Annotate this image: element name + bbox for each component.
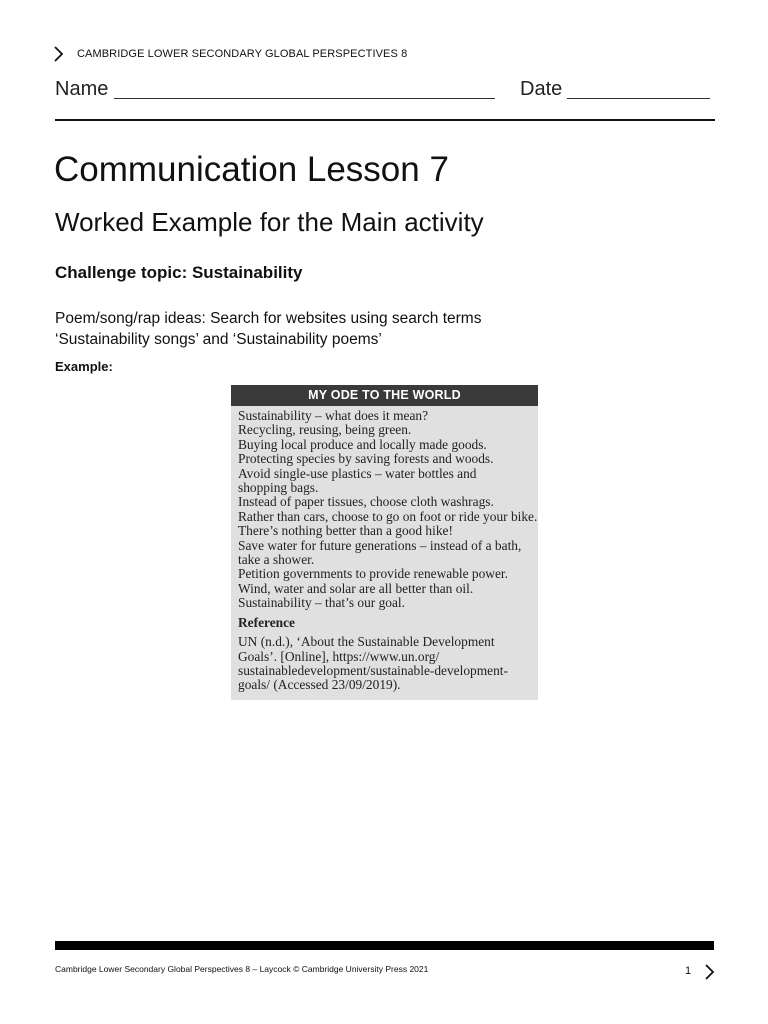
poem-line: Recycling, reusing, being green.: [238, 422, 412, 438]
poem-line: Wind, water and solar are all better than oil.: [238, 580, 474, 596]
name-field-line[interactable]: [114, 98, 495, 99]
reference-body: [238, 635, 532, 693]
poem-line: Buying local produce and locally made goods.: [238, 436, 487, 452]
date-field-line[interactable]: [567, 98, 710, 99]
header-rule: [55, 119, 715, 121]
reference-heading: Reference: [238, 614, 295, 630]
name-label: Name: [55, 78, 109, 100]
poem-title: MY ODE TO THE WORLD: [231, 385, 538, 406]
challenge-topic: Challenge topic: Sustainability: [55, 263, 303, 282]
poem-line: Protecting species by saving forests and woods.: [238, 451, 494, 467]
ideas-paragraph: [55, 308, 575, 350]
poem-line: Avoid single-use plastics – water bottles and: [238, 465, 477, 481]
poem-line: Sustainability – what does it mean?: [238, 408, 429, 423]
poem-line: take a shower.: [238, 552, 315, 568]
example-label: Example:: [55, 359, 113, 374]
poem-line: Rather than cars, choose to go on foot or ride your bike.: [238, 508, 538, 524]
reference-line: goals/ (Accessed 23/09/2019).: [238, 677, 401, 693]
poem-box: [231, 385, 538, 700]
poem-line: Instead of paper tissues, choose cloth washrags.: [238, 494, 494, 510]
chevron-right-icon[interactable]: [703, 962, 715, 982]
poem-line: Save water for future generations – instead of a bath,: [238, 537, 522, 553]
footer-rule: [55, 941, 714, 950]
ideas-line: ‘Sustainability songs’ and ‘Sustainability poems’: [55, 331, 382, 348]
subtitle: Worked Example for the Main activity: [55, 207, 484, 237]
poem-line: Petition governments to provide renewable power.: [238, 566, 508, 582]
reference-line: Goals’. [Online], https://www.un.org/: [238, 648, 440, 664]
poem-body: [231, 406, 538, 693]
series-title: CAMBRIDGE LOWER SECONDARY GLOBAL PERSPECTIVES 8: [77, 48, 408, 60]
date-label: Date: [520, 78, 563, 100]
footer-credit: Cambridge Lower Secondary Global Perspectives 8 – Laycock © Cambridge University Press 2021: [55, 964, 429, 974]
chevron-right-icon: [52, 44, 66, 64]
page-number: 1: [685, 965, 692, 977]
reference-line: UN (n.d.), ‘About the Sustainable Development: [238, 634, 495, 650]
poem-line: Sustainability – that’s our goal.: [238, 595, 405, 611]
poem-line: shopping bags.: [238, 480, 319, 496]
poem-line: There’s nothing better than a good hike!: [238, 523, 453, 539]
reference-line: sustainabledevelopment/sustainable-development-: [238, 662, 508, 678]
lesson-title: Communication Lesson 7: [54, 150, 449, 189]
ideas-line: Poem/song/rap ideas: Search for websites using search terms: [55, 310, 482, 327]
